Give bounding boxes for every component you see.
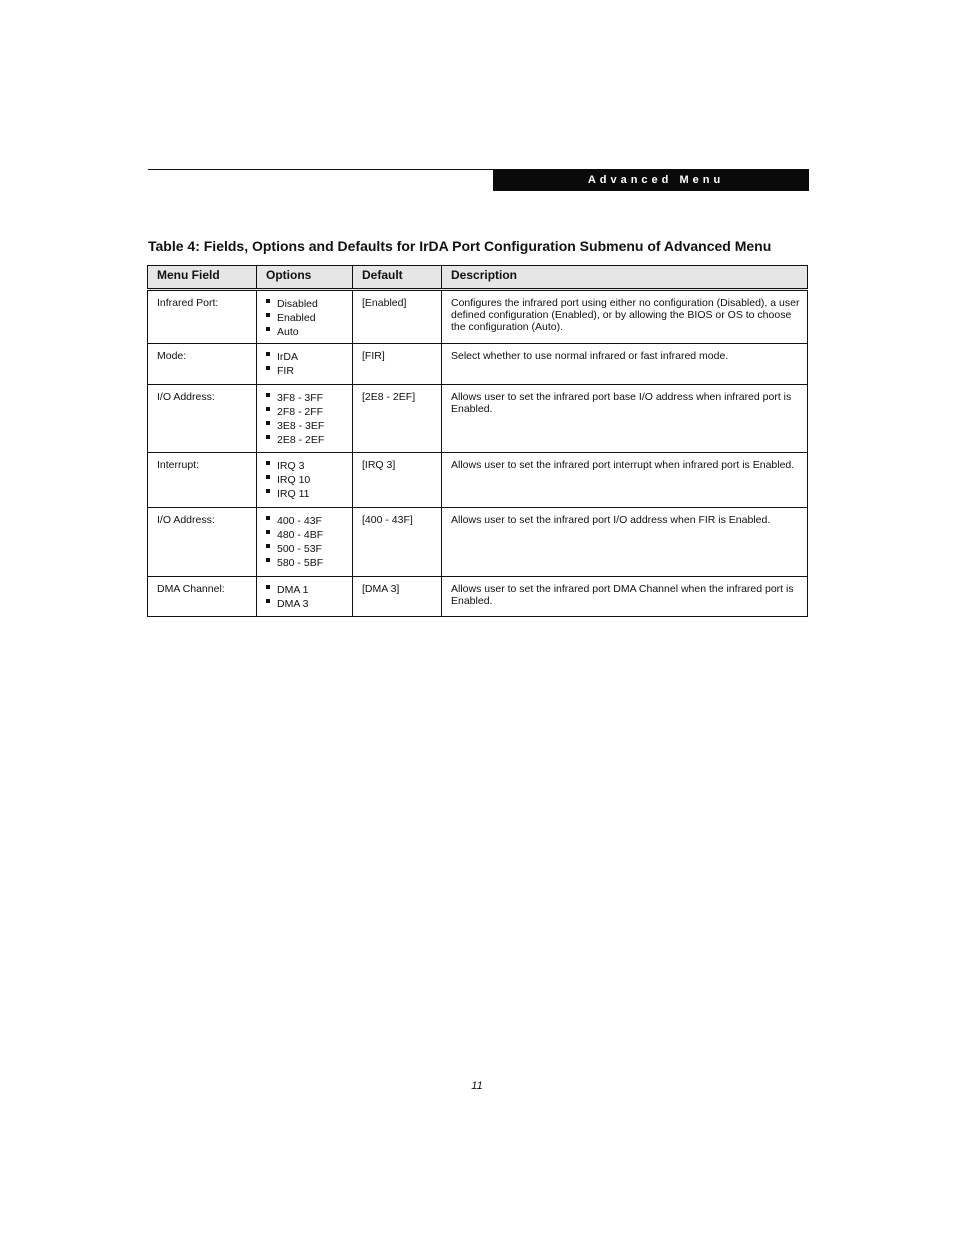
- column-header-description: Description: [442, 266, 808, 290]
- default-cell: [400 - 43F]: [353, 508, 442, 577]
- menu-field-cell: Mode:: [148, 344, 257, 385]
- option-item: DMA 1: [266, 583, 346, 597]
- option-item: IrDA: [266, 350, 346, 364]
- menu-field-cell: I/O Address:: [148, 385, 257, 453]
- description-cell: Allows user to set the infrared port interrupt when infrared port is Enabled.: [442, 453, 808, 508]
- options-cell: [257, 577, 353, 617]
- option-item: DMA 3: [266, 597, 346, 611]
- section-header-tab: Advanced Menu: [493, 169, 809, 191]
- menu-field-cell: Interrupt:: [148, 453, 257, 508]
- options-list: [266, 583, 346, 611]
- description-cell: Configures the infrared port using either no configuration (Disabled), a user defined configuration (Enabled), or by allowing the BIOS or OS to choose the configuration (Auto).: [442, 290, 808, 344]
- options-cell: [257, 453, 353, 508]
- option-item: Enabled: [266, 311, 346, 325]
- table-row: [148, 290, 808, 344]
- option-item: 580 - 5BF: [266, 556, 346, 570]
- options-list: [266, 459, 346, 501]
- menu-field-cell: I/O Address:: [148, 508, 257, 577]
- option-item: 500 - 53F: [266, 542, 346, 556]
- fields-options-table: [147, 265, 808, 617]
- default-cell: [IRQ 3]: [353, 453, 442, 508]
- default-cell: [FIR]: [353, 344, 442, 385]
- column-header-default: Default: [353, 266, 442, 290]
- option-item: IRQ 11: [266, 487, 346, 501]
- table-row: [148, 453, 808, 508]
- table-row: [148, 577, 808, 617]
- description-cell: Allows user to set the infrared port DMA Channel when the infrared port is Enabled.: [442, 577, 808, 617]
- option-item: 3E8 - 3EF: [266, 419, 346, 433]
- option-item: FIR: [266, 364, 346, 378]
- table-title: Table 4: Fields, Options and Defaults for IrDA Port Configuration Submenu of Advanced Menu: [148, 238, 772, 254]
- description-cell: Allows user to set the infrared port I/O address when FIR is Enabled.: [442, 508, 808, 577]
- description-cell: Select whether to use normal infrared or fast infrared mode.: [442, 344, 808, 385]
- options-list: [266, 350, 346, 378]
- options-list: [266, 297, 346, 339]
- menu-field-cell: DMA Channel:: [148, 577, 257, 617]
- option-item: 480 - 4BF: [266, 528, 346, 542]
- options-cell: [257, 344, 353, 385]
- table-row: [148, 508, 808, 577]
- default-cell: [Enabled]: [353, 290, 442, 344]
- table-row: [148, 344, 808, 385]
- option-item: 3F8 - 3FF: [266, 391, 346, 405]
- header-rule: [148, 169, 493, 170]
- option-item: Auto: [266, 325, 346, 339]
- table-header-row: [148, 266, 808, 290]
- options-list: [266, 514, 346, 570]
- options-cell: [257, 290, 353, 344]
- option-item: 400 - 43F: [266, 514, 346, 528]
- options-cell: [257, 385, 353, 453]
- options-cell: [257, 508, 353, 577]
- column-header-menu-field: Menu Field: [148, 266, 257, 290]
- option-item: IRQ 3: [266, 459, 346, 473]
- table-row: [148, 385, 808, 453]
- page-number: 11: [471, 1080, 483, 1092]
- menu-field-cell: Infrared Port:: [148, 290, 257, 344]
- option-item: 2F8 - 2FF: [266, 405, 346, 419]
- description-cell: Allows user to set the infrared port base I/O address when infrared port is Enabled.: [442, 385, 808, 453]
- option-item: IRQ 10: [266, 473, 346, 487]
- default-cell: [2E8 - 2EF]: [353, 385, 442, 453]
- default-cell: [DMA 3]: [353, 577, 442, 617]
- option-item: 2E8 - 2EF: [266, 433, 346, 447]
- options-list: [266, 391, 346, 447]
- option-item: Disabled: [266, 297, 346, 311]
- column-header-options: Options: [257, 266, 353, 290]
